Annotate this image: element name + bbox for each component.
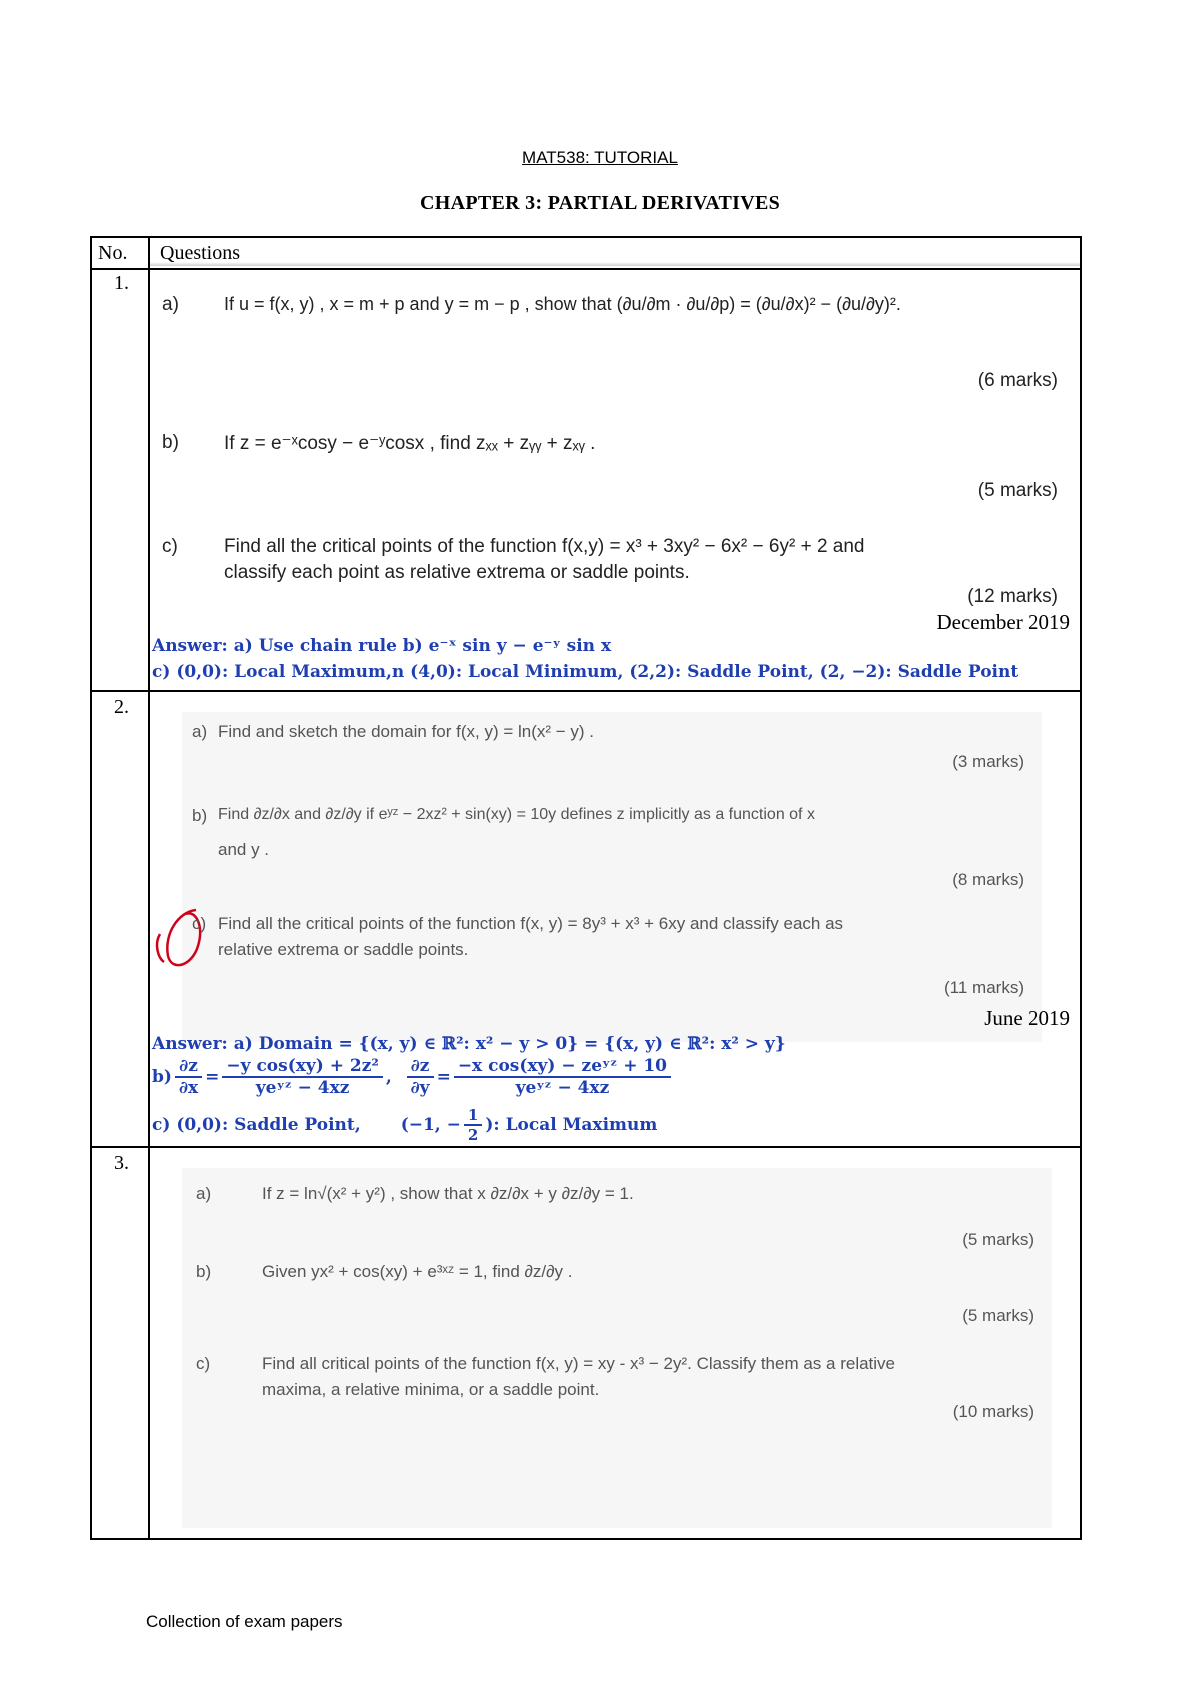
q3c-text-cont: maxima, a relative minima, or a saddle point.	[262, 1380, 600, 1399]
q1-answer-line-2: c) (0,0): Local Maximum,n (4,0): Local Minimum, (2,2): Saddle Point, (2, −2): Saddle Point	[152, 662, 1019, 682]
q1a-text: If u = f(x, y) , x = m + p and y = m − p , show that (∂u/∂m · ∂u/∂p) = (∂u/∂x)² − (∂u/∂y)².	[224, 294, 901, 314]
column-divider	[148, 238, 150, 1538]
q2-scanned-block	[182, 712, 1042, 1042]
questions-table	[90, 236, 1082, 1540]
q2b-marks: (8 marks)	[952, 870, 1024, 889]
red-circle-annotation	[152, 904, 222, 974]
row-divider-1	[92, 690, 1080, 692]
q2c-marks: (11 marks)	[944, 978, 1024, 997]
q2c-text: Find all the critical points of the function f(x, y) = 8y³ + x³ + 6xy and classify each as	[218, 914, 844, 933]
q1a-label: a)	[162, 294, 179, 315]
question-number-2: 2.	[114, 696, 129, 718]
q2-answer-b-dzdy-value	[454, 1056, 671, 1098]
q2b-text: Find ∂z/∂x and ∂z/∂y if eʸᶻ − 2xz² + sin(xy) = 10y defines z implicitly as a function of x	[218, 806, 815, 823]
q2-answer-b-dzdy	[407, 1056, 434, 1098]
q3-scanned-block	[182, 1168, 1052, 1528]
q2-answer-b	[152, 1056, 674, 1098]
comma: ,	[385, 1067, 404, 1087]
q2-answer-c-part1: c) (0,0): Saddle Point,	[152, 1115, 361, 1135]
frac-num: ∂z	[175, 1056, 202, 1078]
frac-den: ∂y	[410, 1078, 430, 1098]
q2-answer-b-label: b)	[152, 1067, 172, 1087]
q1b-label: b)	[162, 432, 179, 453]
row-divider-2	[92, 1146, 1080, 1148]
q1c-marks: (12 marks)	[967, 586, 1058, 607]
frac-den: yeʸᶻ − 4xz	[255, 1078, 350, 1098]
q3a-marks: (5 marks)	[962, 1230, 1034, 1249]
equals-sign: =	[436, 1067, 451, 1087]
q3a-label: a)	[196, 1184, 212, 1203]
q2b-text-cont: and y .	[218, 840, 270, 859]
frac-num: −x cos(xy) − zeʸᶻ + 10	[454, 1056, 671, 1078]
q1-answer-line-1: Answer: a) Use chain rule b) e⁻ˣ sin y − e⁻ʸ sin x	[152, 636, 612, 656]
q1-exam-date: December 2019	[936, 610, 1070, 634]
frac-den: ∂x	[178, 1078, 199, 1098]
q1b-marks: (5 marks)	[977, 480, 1058, 501]
q2-answer-c-point: (−1, −	[400, 1115, 461, 1135]
chapter-title: CHAPTER 3: PARTIAL DERIVATIVES	[419, 192, 781, 214]
frac-num: ∂z	[407, 1056, 434, 1078]
q3b-marks: (5 marks)	[962, 1306, 1034, 1325]
frac-num: −y cos(xy) + 2z²	[222, 1056, 382, 1078]
q2c-label: c)	[192, 914, 207, 933]
q2-answer-c-part2: ): Local Maximum	[485, 1115, 658, 1135]
q2-answer-line-1: Answer: a) Domain = {(x, y) ∈ ℝ²: x² − y > 0} = {(x, y) ∈ ℝ²: x² > y}	[152, 1034, 786, 1054]
q1c-text: Find all the critical points of the function f(x,y) = x³ + 3xy² − 6x² − 6y² + 2 and	[224, 536, 865, 557]
q3c-label: c)	[196, 1354, 211, 1373]
q1b-text: If z = e⁻ˣcosy − e⁻ʸcosx , find zₓₓ + zᵧᵧ + zₓᵧ .	[224, 433, 596, 454]
equals-sign: =	[205, 1067, 220, 1087]
course-code: MAT538: TUTORIAL	[522, 148, 678, 167]
q2-answer-b-dzdx-value	[222, 1056, 382, 1098]
q2-answer-c	[152, 1106, 657, 1144]
q2b-label: b)	[192, 806, 208, 825]
q1c-text-cont: classify each point as relative extrema or saddle points.	[224, 562, 690, 583]
q3b-label: b)	[196, 1262, 212, 1281]
q2a-label: a)	[192, 722, 208, 741]
q2-answer-c-frac	[464, 1106, 482, 1144]
q2-exam-date: June 2019	[984, 1006, 1070, 1030]
q3c-marks: (10 marks)	[952, 1402, 1034, 1421]
q2-answer-b-dzdx	[175, 1056, 202, 1098]
q3a-text: If z = ln√(x² + y²) , show that x ∂z/∂x + y ∂z/∂y = 1.	[262, 1184, 634, 1203]
q3c-text: Find all critical points of the function f(x, y) = xy - x³ − 2y². Classify them as a relative	[262, 1354, 896, 1373]
question-number-1: 1.	[114, 272, 129, 294]
page-footer: Collection of exam papers	[146, 1612, 343, 1631]
q2a-marks: (3 marks)	[952, 752, 1024, 771]
q3b-text: Given yx² + cos(xy) + e³ˣᶻ = 1, find ∂z/∂y .	[262, 1262, 573, 1281]
frac-den: yeʸᶻ − 4xz	[515, 1078, 610, 1098]
frac-den: 2	[467, 1126, 479, 1144]
question-number-3: 3.	[114, 1152, 129, 1174]
q1a-marks: (6 marks)	[977, 370, 1058, 391]
header-questions: Questions	[160, 242, 240, 264]
q1c-label: c)	[162, 536, 178, 557]
q2a-text: Find and sketch the domain for f(x, y) = ln(x² − y) .	[218, 722, 595, 741]
header-shading	[150, 240, 1080, 266]
table-header-row	[92, 238, 1080, 270]
q2c-text-cont: relative extrema or saddle points.	[218, 940, 469, 959]
header-no: No.	[98, 242, 128, 264]
frac-num: 1	[464, 1106, 482, 1126]
